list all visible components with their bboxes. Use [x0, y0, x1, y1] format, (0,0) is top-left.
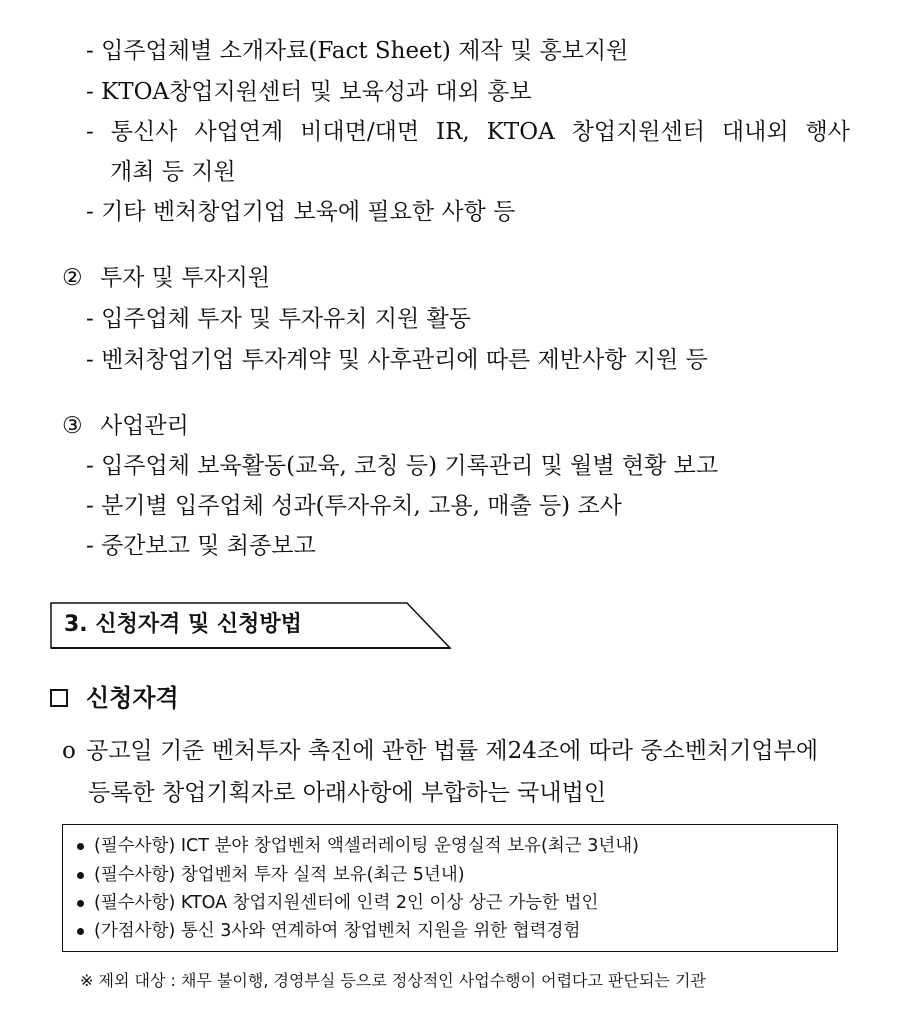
bullet-icon — [77, 843, 84, 850]
support-item: - 입주업체별 소개자료(Fact Sheet) 제작 및 홍보지원 — [86, 38, 629, 64]
requirement-text: (필수사항) KTOA 창업지원센터에 인력 2인 이상 상근 가능한 법인 — [94, 893, 599, 913]
investment-number: ② — [62, 265, 83, 291]
requirements-box — [62, 824, 838, 952]
exclusion-note: ※ 제외 대상 : 채무 불이행, 경영부실 등으로 정상적인 사업수행이 어렵다고 판단되는 기관 — [80, 971, 706, 990]
bullet-icon — [77, 872, 84, 879]
requirement-text: (필수사항) ICT 분야 창업벤처 액셀러레이팅 운영실적 보유(최근 3년내) — [94, 836, 639, 856]
support-item: - 기타 벤처창업기업 보육에 필요한 사항 등 — [86, 199, 516, 225]
requirement-item — [77, 862, 465, 888]
section-title: 3. 신청자격 및 신청방법 — [64, 612, 302, 637]
requirement-item — [77, 890, 598, 916]
management-item: - 분기별 입주업체 성과(투자유치, 고용, 매출 등) 조사 — [86, 493, 622, 519]
section-header — [50, 602, 450, 648]
qualification-heading-text: 신청자격 — [86, 683, 179, 712]
management-item: - 중간보고 및 최종보고 — [86, 533, 316, 559]
bullet-icon — [77, 900, 84, 907]
requirement-item — [77, 833, 639, 859]
requirement-item — [77, 918, 580, 944]
management-number: ③ — [62, 413, 83, 439]
bullet-icon — [77, 928, 84, 935]
investment-item: - 입주업체 투자 및 투자유치 지원 활동 — [86, 306, 471, 332]
investment-title: 투자 및 투자지원 — [99, 265, 271, 291]
qualification-heading — [50, 683, 179, 713]
qualification-text-line1: 공고일 기준 벤처투자 촉진에 관한 법률 제24조에 따라 중소벤처기업부에 — [86, 738, 819, 764]
investment-item: - 벤처창업기업 투자계약 및 사후관리에 따른 제반사항 지원 등 — [86, 347, 708, 373]
checkbox-square-icon — [50, 689, 68, 707]
support-item: - KTOA창업지원센터 및 보육성과 대외 홍보 — [86, 79, 532, 105]
management-title: 사업관리 — [99, 413, 189, 439]
management-heading — [62, 411, 189, 441]
bullet-o: o — [62, 738, 76, 764]
requirement-text: (가점사항) 통신 3사와 연계하여 창업벤처 지원을 위한 협력경험 — [94, 921, 581, 941]
qualification-text-line2: 등록한 창업기획자로 아래사항에 부합하는 국내법인 — [88, 780, 607, 806]
requirement-text: (필수사항) 창업벤처 투자 실적 보유(최근 5년내) — [94, 865, 465, 885]
qualification-paragraph — [62, 736, 850, 766]
support-item-continued: 개최 등 지원 — [110, 159, 236, 185]
support-item: - 통신사 사업연계 비대면/대면 IR, KTOA 창업지원센터 대내외 행사 — [86, 119, 850, 145]
investment-heading — [62, 263, 270, 293]
management-item: - 입주업체 보육활동(교육, 코칭 등) 기록관리 및 월별 현황 보고 — [86, 453, 719, 479]
